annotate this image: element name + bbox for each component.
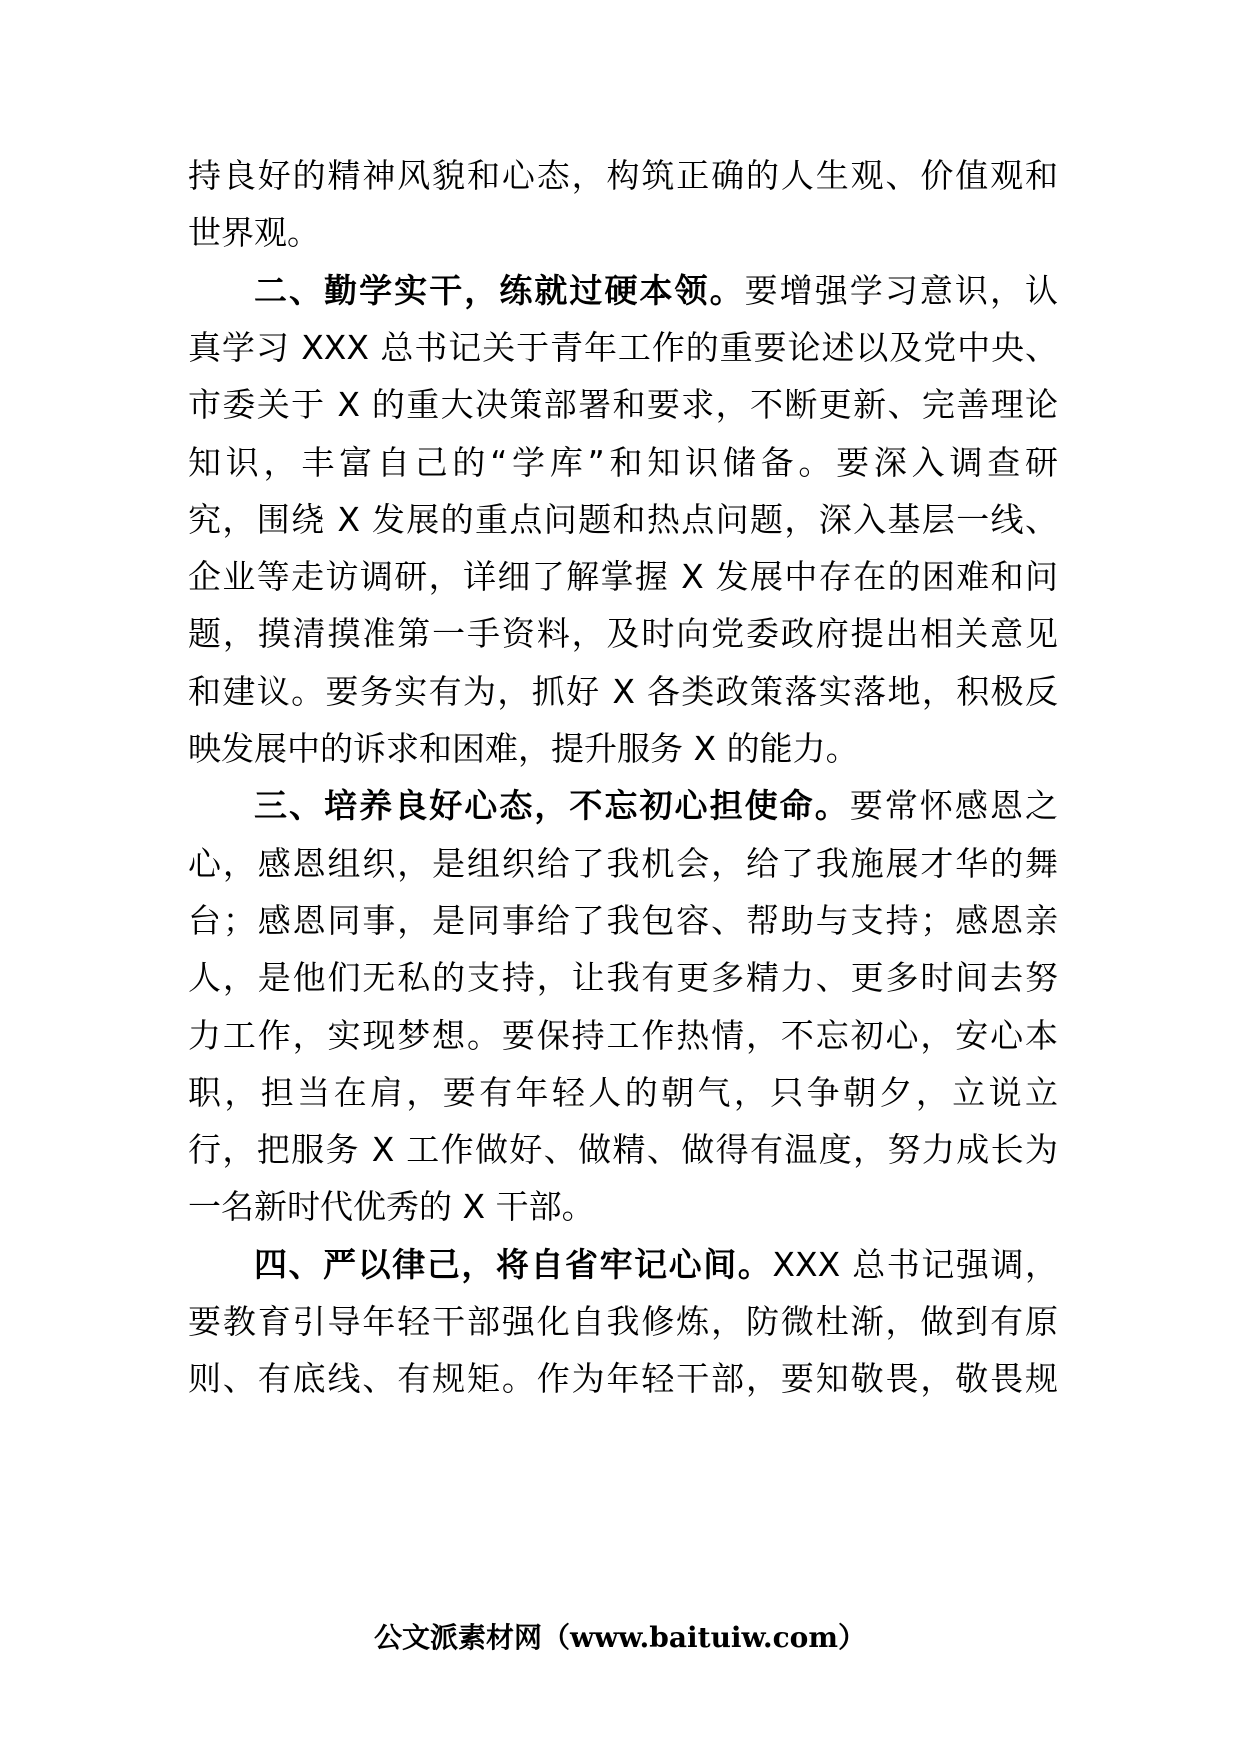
text-line (254, 780, 1058, 832)
footer-watermark: 公文派素材网（www.baituiw.com） (374, 1621, 866, 1654)
line-text: 要教育引导年轻干部强化自我修炼，防微杜渐，做到有原 (188, 1302, 1058, 1341)
line-text: 要常怀感恩之 (849, 786, 1059, 825)
line-text: 一名新时代优秀的 X 干部。 (188, 1187, 595, 1226)
text-line (188, 494, 1058, 546)
line-text: 人，是他们无私的支持，让我有更多精力、更多时间去努 (188, 958, 1058, 997)
line-text: 和建议。要务实有为，抓好 X 各类政策落实落地，积极反 (188, 672, 1058, 711)
text-line (188, 207, 1058, 259)
text-line (188, 379, 1058, 431)
text-line (188, 1067, 1058, 1119)
line-text: 持良好的精神风貌和心态，构筑正确的人生观、价值观和 (188, 156, 1058, 195)
text-line (254, 265, 1058, 317)
line-text: 世界观。 (188, 213, 320, 252)
line-text: 则、有底线、有规矩。作为年轻干部，要知敬畏，敬畏规 (188, 1359, 1058, 1398)
text-line (188, 895, 1058, 947)
section-heading: 二、勤学实干，练就过硬本领。 (254, 271, 745, 310)
line-text: 企业等走访调研，详细了解掌握 X 发展中存在的困难和问 (188, 557, 1058, 596)
line-text: 究，围绕 X 发展的重点问题和热点问题，深入基层一线、 (188, 500, 1058, 539)
line-text: 真学习 XXX 总书记关于青年工作的重要论述以及党中央、 (188, 328, 1058, 367)
line-text: XXX 总书记强调， (772, 1245, 1059, 1284)
text-line (188, 838, 1058, 890)
text-line (188, 952, 1058, 1004)
section-heading: 四、严以律己，将自省牢记心间。 (254, 1245, 773, 1284)
text-line (188, 1124, 1058, 1176)
text-line (254, 1239, 1058, 1291)
line-text: 力工作，实现梦想。要保持工作热情，不忘初心，安心本 (188, 1016, 1058, 1055)
section-heading: 三、培养良好心态，不忘初心担使命。 (254, 786, 850, 825)
text-line (188, 666, 1058, 718)
text-line (188, 1181, 1058, 1233)
line-text: 映发展中的诉求和困难，提升服务 X 的能力。 (188, 729, 859, 768)
text-line (188, 1353, 1058, 1405)
text-line (188, 437, 1058, 489)
text-line (188, 608, 1058, 660)
text-line (188, 1010, 1058, 1062)
line-text: 要增强学习意识，认 (744, 271, 1059, 310)
text-line (188, 150, 1058, 202)
text-line (188, 723, 1058, 775)
text-line (188, 551, 1058, 603)
line-text: 台；感恩同事，是同事给了我包容、帮助与支持；感恩亲 (188, 901, 1058, 940)
line-text: 心，感恩组织，是组织给了我机会，给了我施展才华的舞 (188, 844, 1058, 883)
text-line (188, 322, 1058, 374)
line-text: 职，担当在肩，要有年轻人的朝气，只争朝夕，立说立 (188, 1073, 1058, 1112)
line-text: 市委关于 X 的重大决策部署和要求，不断更新、完善理论 (188, 385, 1058, 424)
text-line (188, 1296, 1058, 1348)
line-text: 题，摸清摸准第一手资料，及时向党委政府提出相关意见 (188, 614, 1058, 653)
line-text: 行，把服务 X 工作做好、做精、做得有温度，努力成长为 (188, 1130, 1058, 1169)
line-text: 知识，丰富自己的“学库”和知识储备。要深入调查研 (188, 443, 1058, 482)
